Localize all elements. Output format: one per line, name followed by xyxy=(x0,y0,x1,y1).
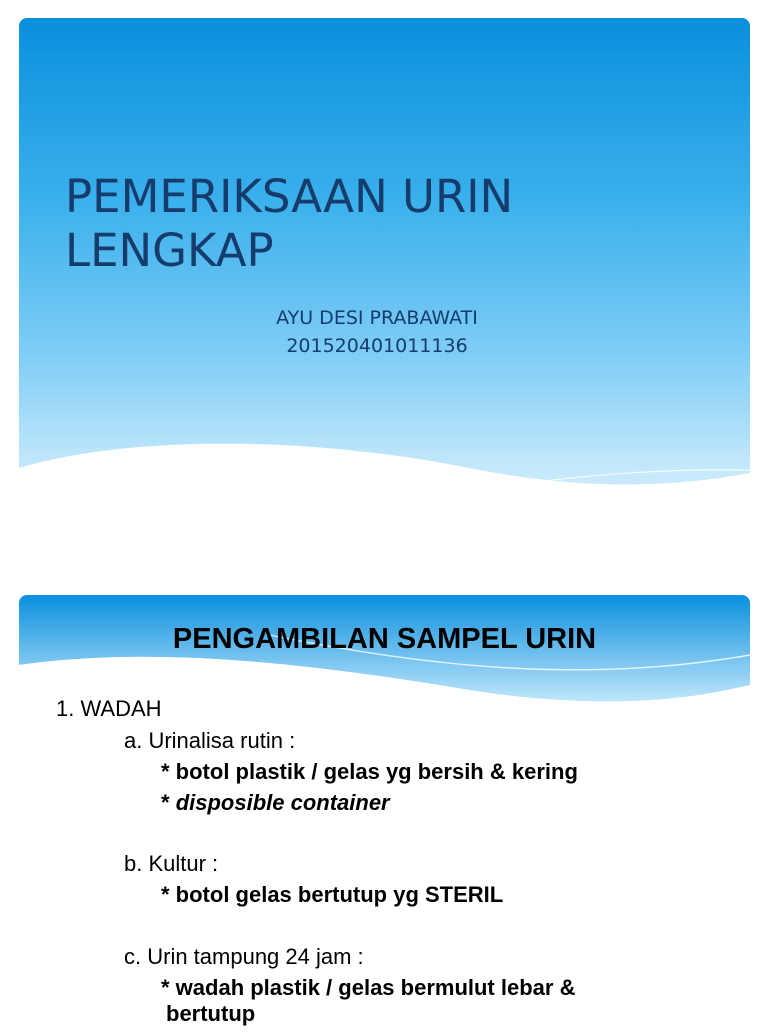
presentation-subtitle xyxy=(19,304,735,360)
title-line-2: LENGKAP xyxy=(65,224,274,277)
bullet-marker: * xyxy=(161,790,176,815)
bullet: * botol plastik / gelas yg bersih & kering xyxy=(161,759,578,784)
title-slide xyxy=(19,18,750,536)
wave-decoration xyxy=(19,428,750,536)
slide-title: PENGAMBILAN SAMPEL URIN xyxy=(172,623,597,655)
bullet-italic-text: disposible container xyxy=(175,790,390,815)
item-label: a. Urinalisa rutin : xyxy=(124,728,296,753)
item-label: c. Urin tampung 24 jam : xyxy=(124,944,364,969)
author-name: AYU DESI PRABAWATI xyxy=(276,307,478,329)
title-line-1: PEMERIKSAAN URIN xyxy=(65,170,514,223)
section-heading: 1. WADAH xyxy=(56,696,162,721)
student-id: 201520401011136 xyxy=(286,335,468,357)
content-slide xyxy=(19,595,750,1035)
bullet: * wadah plastik / gelas bermulut lebar & xyxy=(161,975,576,1000)
item-label: b. Kultur : xyxy=(124,851,219,876)
bullet-continuation: bertutup xyxy=(166,1001,256,1026)
bullet: * botol gelas bertutup yg STERIL xyxy=(161,882,504,907)
bullet xyxy=(161,789,390,817)
presentation-title xyxy=(65,170,705,278)
